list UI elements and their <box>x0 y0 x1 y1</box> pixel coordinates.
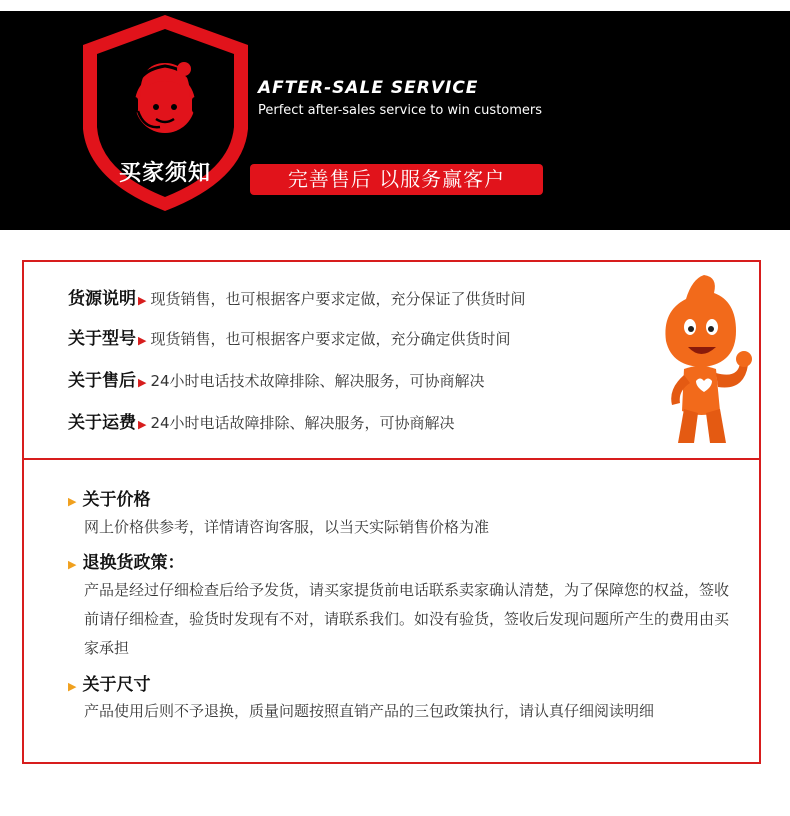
triangle-right-icon: ▶ <box>68 495 77 508</box>
info-row-text: 24小时电话技术故障排除、解决服务，可协商解决 <box>150 372 485 390</box>
info-row-model <box>68 324 510 349</box>
slogan-banner: 完善售后 以服务赢客户 <box>250 164 543 195</box>
section-size-body: 产品使用后则不予退换，质量问题按照直销产品的三包政策执行，请认真仔细阅读明细 <box>84 702 655 720</box>
triangle-right-icon: ▶ <box>68 680 77 693</box>
badge-label: 买家须知 <box>118 161 211 186</box>
info-row-after-sales <box>68 366 485 391</box>
info-row-source <box>68 284 525 309</box>
info-row-text: 24小时电话故障排除、解决服务，可协商解决 <box>150 414 455 432</box>
info-row-key: 关于售后 <box>68 371 136 391</box>
section-title-text: 关于尺寸 <box>82 675 151 695</box>
policy-box <box>22 458 761 764</box>
section-title-text: 关于价格 <box>82 490 151 510</box>
arrow-right-icon: ▶ <box>138 418 147 431</box>
section-price-body: 网上价格供参考，详情请咨询客服，以当天实际销售价格为准 <box>84 518 490 536</box>
arrow-right-icon: ▶ <box>138 334 147 347</box>
section-return-title <box>68 548 184 573</box>
info-row-key: 关于型号 <box>68 329 136 349</box>
mascot-icon <box>644 271 754 451</box>
arrow-right-icon: ▶ <box>138 376 147 389</box>
arrow-right-icon: ▶ <box>138 294 147 307</box>
triangle-right-icon: ▶ <box>68 558 77 571</box>
info-box <box>22 260 761 460</box>
section-size-title <box>68 670 150 695</box>
info-row-key: 货源说明 <box>68 289 136 309</box>
info-row-text: 现货销售，也可根据客户要求定做，充分确定供货时间 <box>150 330 511 348</box>
banner-english-subtitle: Perfect after-sales service to win customers <box>258 103 543 118</box>
section-title-text: 退换货政策： <box>82 553 185 573</box>
info-row-text: 现货销售，也可根据客户要求定做，充分保证了供货时间 <box>150 290 526 308</box>
info-row-key: 关于运费 <box>68 413 136 433</box>
banner-english-title: AFTER-SALE SERVICE <box>258 78 479 98</box>
section-price-title <box>68 485 150 510</box>
info-row-shipping <box>68 408 455 433</box>
section-return-body: 产品是经过仔细检查后给予发货，请买家提货前电话联系卖家确认清楚，为了保障您的权益，签收前请仔细检查，验货时发现有不对，请联系我们。如没有验货，签收后发现问题所产生的费用由买家承担 <box>84 581 730 657</box>
